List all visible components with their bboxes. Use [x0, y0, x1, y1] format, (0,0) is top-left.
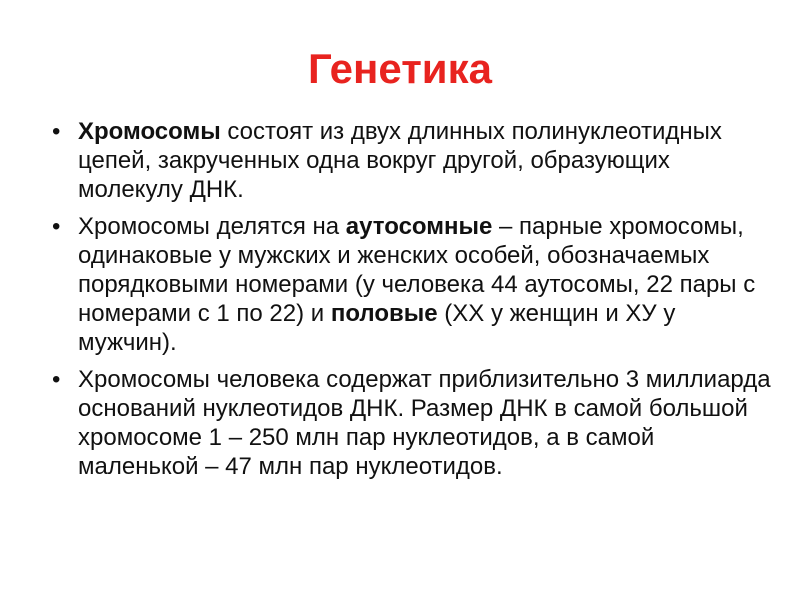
bullet-item: [52, 117, 772, 204]
bullet-icon: •: [52, 118, 61, 145]
slide-title: Генетика: [308, 45, 492, 92]
bullet-icon: •: [52, 213, 61, 240]
bullet-text-bold: половые: [330, 300, 438, 327]
bullet-text-bold: аутосомные: [345, 213, 493, 240]
bullet-item: [52, 365, 772, 481]
bullet-text: – парные хромосомы, одинаковые у мужских и женских особей, обозначаемых порядковыми номерами (у человека 44 аутосомы, 22 пары с номерами с 1 по 22) и: [78, 213, 756, 327]
bullet-list: [52, 117, 772, 489]
bullet-text: (ХХ у женщин и ХУ у мужчин).: [78, 300, 676, 356]
bullet-text: Хромосомы человека содержат приблизительно 3 миллиарда оснований нуклеотидов ДНК. Размер ДНК в самой большой хромосоме 1 – 250 млн пар нуклеотидов, а в самой маленькой – 47 млн пар нуклеотидов.: [78, 366, 771, 480]
bullet-icon: •: [52, 366, 61, 393]
bullet-text: состоят из двух длинных полинуклеотидных цепей, закрученных одна вокруг другой, образующих молекулу ДНК.: [78, 118, 722, 203]
bullet-text-bold: Хромосомы: [78, 118, 228, 145]
bullet-text: Хромосомы делятся на: [78, 213, 346, 240]
bullet-item: [52, 212, 772, 357]
